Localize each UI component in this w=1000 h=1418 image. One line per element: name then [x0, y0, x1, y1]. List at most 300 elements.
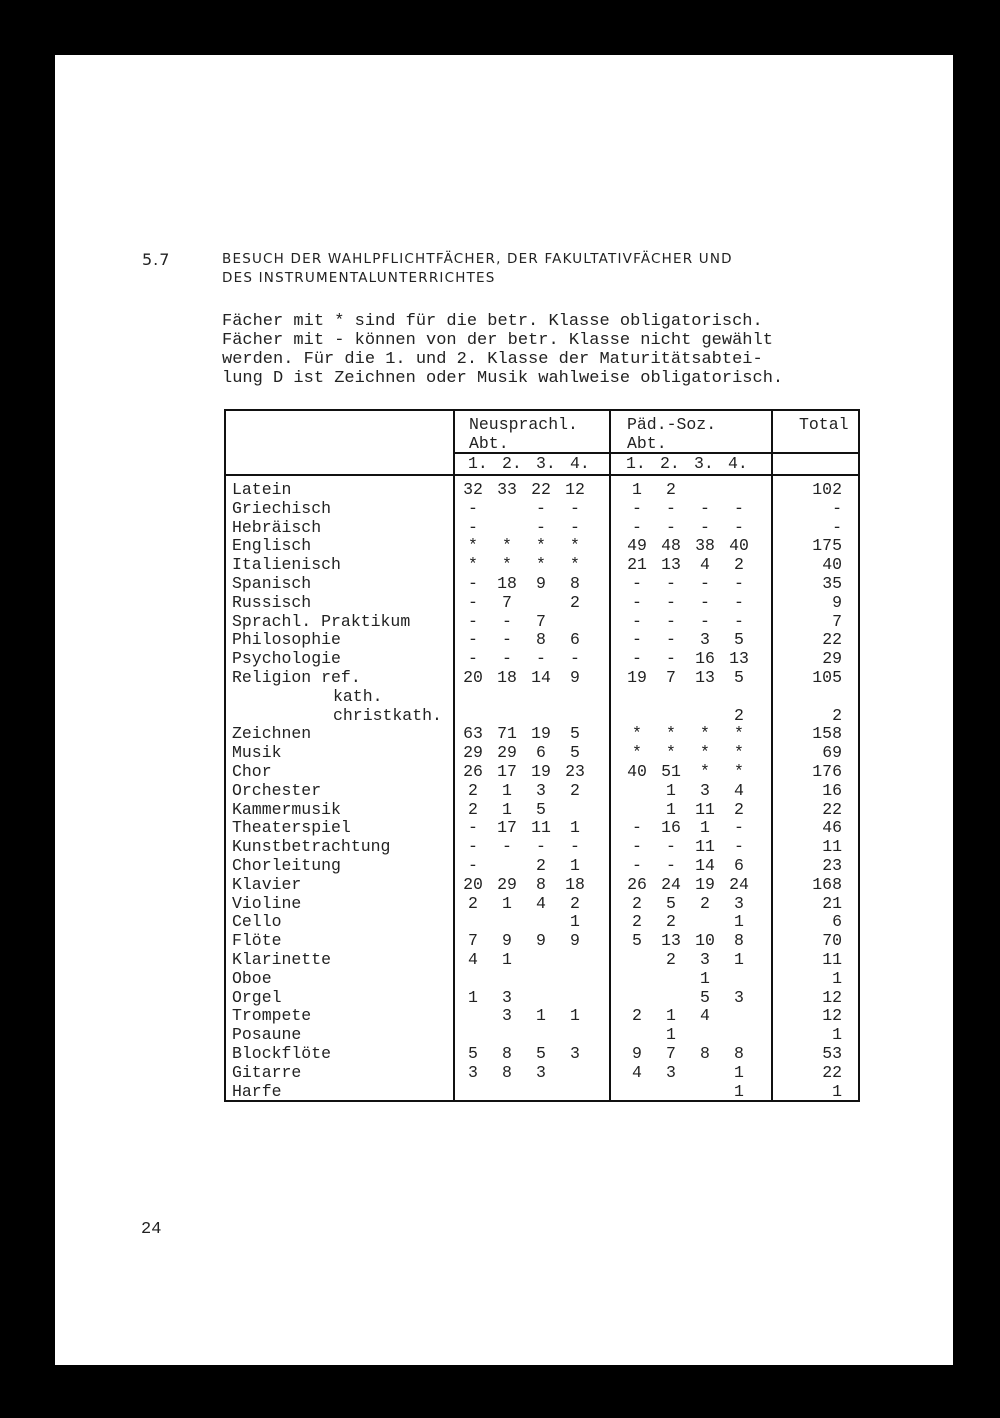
table-cell: 1	[570, 912, 580, 932]
row-label: Spanisch	[232, 574, 312, 593]
table-cell: 8	[536, 874, 546, 894]
intro-line: lung D ist Zeichnen oder Musik wahlweise obligatorisch.	[222, 369, 784, 388]
row-label: Musik	[232, 743, 282, 763]
table-cell: *	[734, 762, 744, 781]
table-cell: 1	[502, 893, 512, 913]
row-label: Orgel	[232, 987, 282, 1007]
table-cell: -	[502, 630, 512, 650]
table-row	[226, 556, 858, 575]
row-label: Zeichnen	[232, 724, 312, 744]
table-cell: -	[468, 498, 478, 518]
table-cell: 3	[700, 780, 710, 800]
table-cell: 6	[536, 743, 546, 763]
table-cell: 5	[632, 931, 642, 951]
table-cell: -	[536, 837, 546, 857]
table-cell: *	[536, 555, 546, 575]
table-row	[226, 1083, 858, 1102]
table-row	[226, 669, 858, 688]
table-cell: -	[632, 649, 642, 669]
table-cell: 7	[468, 931, 478, 951]
table-cell: 29	[497, 743, 517, 763]
row-total: 175	[812, 536, 842, 556]
table-cell: 51	[661, 762, 681, 781]
table-row	[226, 782, 858, 801]
table-cell: 24	[729, 874, 749, 894]
row-total: 6	[832, 912, 842, 932]
table-cell: 2	[666, 480, 676, 499]
table-cell: 2	[570, 592, 580, 612]
table-cell: 20	[463, 668, 483, 687]
table-cell: 1	[734, 1062, 744, 1082]
table-cell: 8	[700, 1044, 710, 1063]
table-cell: -	[570, 837, 580, 857]
intro-line: Fächer mit - können von der betr. Klasse nicht gewählt	[222, 331, 773, 350]
table-cell: 9	[536, 931, 546, 951]
table-cell: -	[468, 630, 478, 650]
table-cell: 1	[570, 1006, 580, 1026]
table-cell: -	[666, 574, 676, 593]
table-cell: -	[468, 856, 478, 875]
table-cell: 29	[463, 743, 483, 763]
row-total: 23	[822, 856, 842, 875]
table-cell: 4	[632, 1062, 642, 1082]
row-total: 1	[832, 1081, 842, 1101]
table-cell: -	[570, 517, 580, 537]
table-cell: 13	[729, 649, 749, 669]
row-label: Englisch	[232, 536, 312, 556]
table-cell: -	[734, 517, 744, 537]
table-cell: 2	[666, 912, 676, 932]
table-cell: 32	[463, 480, 483, 499]
table-cell: *	[570, 536, 580, 556]
table-row	[226, 650, 858, 669]
table-cell: 3	[666, 1062, 676, 1082]
row-total: 7	[832, 611, 842, 631]
table-row	[226, 895, 858, 914]
table-row	[226, 763, 858, 782]
table-cell: 38	[695, 536, 715, 556]
table-cell: 18	[565, 874, 585, 894]
row-total: 1	[832, 1025, 842, 1045]
table-cell: *	[700, 724, 710, 744]
table-cell: -	[734, 837, 744, 857]
table-cell: *	[666, 724, 676, 744]
row-label: Klarinette	[232, 950, 332, 969]
table-cell: 19	[531, 762, 551, 781]
table-cell: 19	[531, 724, 551, 744]
table-cell: 1	[734, 950, 744, 969]
row-label: Sprachl. Praktikum	[232, 611, 411, 631]
table-row	[226, 688, 858, 707]
row-total: 53	[822, 1044, 842, 1063]
row-label: Psychologie	[232, 649, 341, 669]
row-label: Posaune	[232, 1025, 302, 1045]
row-total: 22	[822, 630, 842, 650]
row-label: Harfe	[232, 1081, 282, 1101]
table-cell: *	[468, 536, 478, 556]
section-title-line: DES INSTRUMENTALUNTERRICHTES	[222, 270, 496, 286]
table-row	[226, 989, 858, 1008]
table-cell: -	[666, 517, 676, 537]
table-cell: -	[536, 498, 546, 518]
row-total: 9	[832, 592, 842, 612]
table-cell: -	[734, 592, 744, 612]
header-total: Total	[799, 415, 849, 434]
table-cell: -	[700, 517, 710, 537]
table-cell: 24	[661, 874, 681, 894]
table-cell: 2	[468, 799, 478, 819]
row-label: Orchester	[232, 780, 322, 800]
table-row	[226, 594, 858, 613]
table-cell: -	[468, 517, 478, 537]
row-label: Hebräisch	[232, 517, 322, 537]
table-cell: -	[502, 649, 512, 669]
table-cell: 1	[700, 968, 710, 988]
table-row	[226, 744, 858, 763]
table-cell: 18	[497, 574, 517, 593]
table-row	[226, 519, 858, 538]
table-cell: 1	[734, 912, 744, 932]
row-total: 2	[832, 705, 842, 725]
row-total: 12	[822, 987, 842, 1007]
table-cell: 1	[666, 1006, 676, 1026]
table-cell: 2	[632, 893, 642, 913]
table-cell: -	[700, 611, 710, 631]
table-cell: 26	[627, 874, 647, 894]
table-cell: -	[666, 592, 676, 612]
table-cell: 6	[570, 630, 580, 650]
table-cell: *	[632, 724, 642, 744]
class-label: 1.	[468, 454, 488, 473]
table-cell: 8	[734, 1044, 744, 1063]
table-cell: 7	[536, 611, 546, 631]
table-cell: 33	[497, 480, 517, 499]
table-cell: *	[734, 724, 744, 744]
table-cell: 2	[700, 893, 710, 913]
table-cell: 8	[502, 1062, 512, 1082]
table-cell: 1	[632, 480, 642, 499]
table-row	[226, 575, 858, 594]
table-cell: 5	[468, 1044, 478, 1063]
table-cell: 5	[734, 668, 744, 687]
table-cell: 13	[661, 555, 681, 575]
class-label: 2.	[660, 454, 680, 473]
table-cell: -	[700, 498, 710, 518]
table-cell: 1	[502, 780, 512, 800]
row-total: 16	[822, 780, 842, 800]
table-cell: 21	[627, 555, 647, 575]
statistics-table	[224, 409, 860, 1102]
document-page	[55, 55, 953, 1365]
row-total: 11	[822, 950, 842, 969]
row-label: Griechisch	[232, 498, 332, 518]
table-cell: -	[700, 574, 710, 593]
table-cell: 3	[502, 1006, 512, 1026]
table-cell: 1	[666, 1025, 676, 1045]
table-cell: 3	[502, 987, 512, 1007]
table-cell: -	[632, 574, 642, 593]
table-cell: -	[734, 498, 744, 518]
table-row	[226, 913, 858, 932]
class-label: 4.	[728, 454, 748, 473]
table-row	[226, 932, 858, 951]
table-cell: -	[666, 837, 676, 857]
table-cell: 3	[536, 780, 546, 800]
table-cell: 1	[570, 818, 580, 838]
row-total: 69	[822, 743, 842, 763]
row-total: 12	[822, 1006, 842, 1026]
table-row	[226, 481, 858, 500]
table-cell: 5	[734, 630, 744, 650]
row-total: -	[832, 498, 842, 518]
row-label: Latein	[232, 480, 292, 499]
table-cell: 29	[497, 874, 517, 894]
table-cell: 5	[700, 987, 710, 1007]
table-cell: 16	[695, 649, 715, 669]
table-row	[226, 1045, 858, 1064]
table-cell: -	[632, 592, 642, 612]
row-label: Russisch	[232, 592, 312, 612]
table-cell: 2	[632, 912, 642, 932]
row-total: 46	[822, 818, 842, 838]
row-label: Cello	[232, 912, 282, 932]
class-label: 1.	[626, 454, 646, 473]
table-cell: 26	[463, 762, 483, 781]
row-total: 22	[822, 799, 842, 819]
table-cell: 8	[734, 931, 744, 951]
table-cell: 40	[729, 536, 749, 556]
row-total: -	[832, 517, 842, 537]
table-cell: 5	[570, 724, 580, 744]
table-cell: 1	[502, 799, 512, 819]
table-cell: 2	[468, 780, 478, 800]
class-label: 3.	[536, 454, 556, 473]
table-cell: -	[632, 837, 642, 857]
row-total: 35	[822, 574, 842, 593]
table-cell: *	[700, 743, 710, 763]
class-label: 4.	[570, 454, 590, 473]
table-cell: 2	[570, 893, 580, 913]
row-total: 176	[812, 762, 842, 781]
table-row	[226, 631, 858, 650]
table-row	[226, 951, 858, 970]
table-row	[226, 707, 858, 726]
row-total: 11	[822, 837, 842, 857]
table-cell: -	[468, 592, 478, 612]
section-title-line: BESUCH DER WAHLPFLICHTFÄCHER, DER FAKULTATIVFÄCHER UND	[222, 251, 733, 267]
table-row	[226, 1026, 858, 1045]
row-label: Religion ref.	[232, 668, 361, 687]
table-cell: 1	[570, 856, 580, 875]
table-cell: 11	[695, 799, 715, 819]
row-label: Philosophie	[232, 630, 341, 650]
table-cell: -	[632, 856, 642, 875]
table-row	[226, 500, 858, 519]
table-cell: 63	[463, 724, 483, 744]
table-cell: 7	[666, 668, 676, 687]
table-cell: 9	[632, 1044, 642, 1063]
table-cell: -	[632, 517, 642, 537]
table-cell: 5	[536, 799, 546, 819]
table-cell: *	[502, 536, 512, 556]
row-total: 168	[812, 874, 842, 894]
table-cell: 12	[565, 480, 585, 499]
table-cell: 9	[570, 931, 580, 951]
table-cell: -	[536, 517, 546, 537]
table-cell: 3	[700, 630, 710, 650]
table-cell: 3	[468, 1062, 478, 1082]
table-cell: *	[502, 555, 512, 575]
header-text: Abt.	[627, 434, 667, 453]
header-text: Neusprachl.	[469, 415, 578, 434]
table-cell: -	[570, 649, 580, 669]
table-cell: 2	[536, 856, 546, 875]
table-cell: 4	[536, 893, 546, 913]
table-cell: -	[666, 649, 676, 669]
table-cell: 2	[734, 555, 744, 575]
table-cell: 10	[695, 931, 715, 951]
table-cell: -	[700, 592, 710, 612]
table-cell: -	[632, 611, 642, 631]
table-cell: -	[734, 818, 744, 838]
table-cell: 2	[666, 950, 676, 969]
table-cell: 19	[627, 668, 647, 687]
table-cell: -	[502, 837, 512, 857]
table-cell: 16	[661, 818, 681, 838]
row-total: 102	[812, 480, 842, 499]
row-label: Chor	[232, 762, 272, 781]
table-cell: 18	[497, 668, 517, 687]
table-cell: 7	[502, 592, 512, 612]
table-cell: 4	[734, 780, 744, 800]
table-cell: -	[632, 498, 642, 518]
row-total: 40	[822, 555, 842, 575]
table-cell: -	[570, 498, 580, 518]
header-text: Abt.	[469, 434, 509, 453]
intro-line: werden. Für die 1. und 2. Klasse der Maturitätsabtei-	[222, 350, 763, 369]
table-cell: -	[666, 611, 676, 631]
row-total: 70	[822, 931, 842, 951]
table-cell: 3	[700, 950, 710, 969]
table-cell: 3	[734, 987, 744, 1007]
table-cell: 2	[632, 1006, 642, 1026]
section-heading	[222, 250, 733, 288]
table-cell: -	[734, 611, 744, 631]
table-cell: 1	[700, 818, 710, 838]
row-label: kath.	[333, 686, 383, 706]
table-cell: 14	[531, 668, 551, 687]
table-cell: 49	[627, 536, 647, 556]
header-paed-soz	[627, 415, 716, 453]
table-cell: 11	[695, 837, 715, 857]
class-label: 2.	[502, 454, 522, 473]
table-cell: -	[734, 574, 744, 593]
table-cell: *	[536, 536, 546, 556]
table-cell: 1	[502, 950, 512, 969]
table-cell: 14	[695, 856, 715, 875]
row-total: 158	[812, 724, 842, 744]
row-label: Chorleitung	[232, 856, 341, 875]
table-cell: 2	[734, 799, 744, 819]
row-label: Italienisch	[232, 555, 341, 575]
table-cell: 8	[502, 1044, 512, 1063]
table-cell: 2	[734, 705, 744, 725]
table-row	[226, 970, 858, 989]
table-cell: 2	[570, 780, 580, 800]
row-label: Trompete	[232, 1006, 312, 1026]
table-cell: 3	[536, 1062, 546, 1082]
row-total: 22	[822, 1062, 842, 1082]
table-row	[226, 857, 858, 876]
table-row	[226, 1007, 858, 1026]
table-cell: -	[502, 611, 512, 631]
header-bottom-rule	[226, 474, 858, 476]
table-cell: *	[666, 743, 676, 763]
table-cell: 5	[570, 743, 580, 763]
table-cell: -	[666, 630, 676, 650]
table-cell: 1	[734, 1081, 744, 1101]
table-cell: 5	[536, 1044, 546, 1063]
row-total: 1	[832, 968, 842, 988]
table-cell: -	[632, 818, 642, 838]
table-cell: 3	[734, 893, 744, 913]
table-cell: 22	[531, 480, 551, 499]
table-cell: -	[468, 611, 478, 631]
table-cell: 9	[570, 668, 580, 687]
row-label: Oboe	[232, 968, 272, 988]
table-cell: 11	[531, 818, 551, 838]
table-row	[226, 725, 858, 744]
row-label: Violine	[232, 893, 302, 913]
table-cell: -	[536, 649, 546, 669]
table-cell: *	[570, 555, 580, 575]
row-label: Gitarre	[232, 1062, 302, 1082]
intro-line: Fächer mit * sind für die betr. Klasse obligatorisch.	[222, 312, 763, 331]
table-cell: 19	[695, 874, 715, 894]
section-number: 5.7	[142, 250, 171, 269]
table-cell: 8	[570, 574, 580, 593]
table-cell: 1	[468, 987, 478, 1007]
table-cell: -	[632, 630, 642, 650]
table-cell: 13	[695, 668, 715, 687]
table-cell: -	[468, 574, 478, 593]
table-cell: 1	[666, 799, 676, 819]
row-label: christkath.	[333, 705, 442, 725]
row-label: Kammermusik	[232, 799, 341, 819]
table-cell: 4	[700, 555, 710, 575]
table-cell: -	[666, 856, 676, 875]
table-cell: 4	[700, 1006, 710, 1026]
table-row	[226, 819, 858, 838]
table-cell: 9	[502, 931, 512, 951]
table-cell: *	[632, 743, 642, 763]
table-row	[226, 838, 858, 857]
row-label: Theaterspiel	[232, 818, 351, 838]
table-cell: 1	[666, 780, 676, 800]
row-label: Flöte	[232, 931, 282, 951]
table-row	[226, 876, 858, 895]
table-cell: 23	[565, 762, 585, 781]
table-cell: *	[468, 555, 478, 575]
row-label: Blockflöte	[232, 1044, 332, 1063]
table-cell: 6	[734, 856, 744, 875]
table-cell: 3	[570, 1044, 580, 1063]
row-total: 21	[822, 893, 842, 913]
table-cell: -	[468, 837, 478, 857]
row-label: Kunstbetrachtung	[232, 837, 391, 857]
table-cell: 71	[497, 724, 517, 744]
class-label: 3.	[694, 454, 714, 473]
